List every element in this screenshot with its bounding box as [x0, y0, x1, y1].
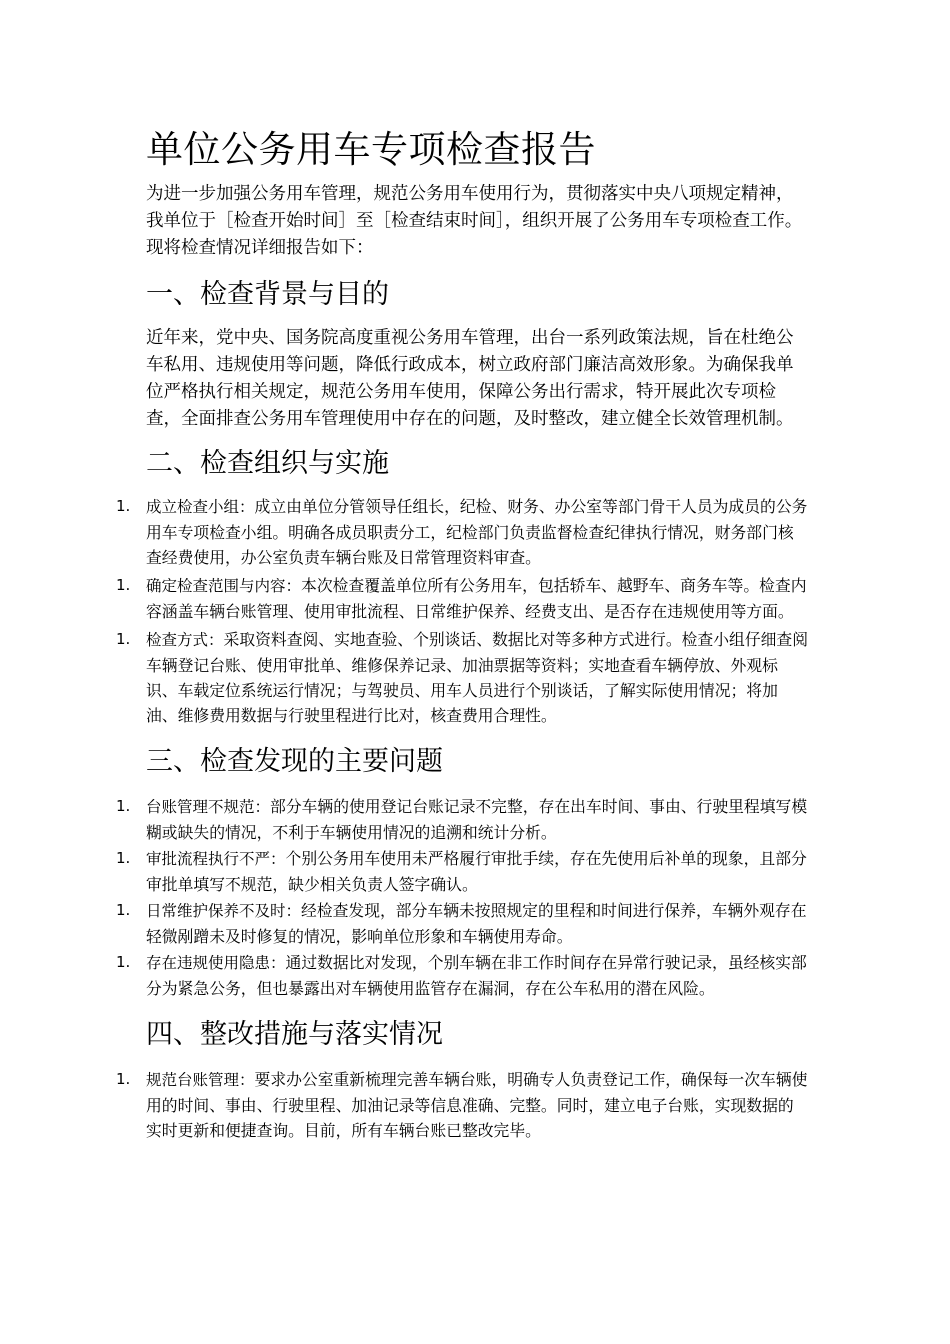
list-item-text: 个别公务用车使用未严格履行审批手续，存在先使用后补单的现象，且部分审批单填写不规范，缺少相关负责人签字确认。 [146, 849, 807, 894]
list-item-text: 通过数据比对发现，个别车辆在非工作时间存在异常行驶记录，虽经核实部分为紧急公务，但也暴露出对车辆使用监管存在漏洞，存在公车私用的潜在风险。 [146, 953, 807, 998]
document-title: 单位公务用车专项检查报告 [146, 128, 596, 171]
section-paragraph-background: 近年来，党中央、国务院高度重视公务用车管理，出台一系列政策法规，旨在杜绝公车私用、违规使用等问题，降低行政成本，树立政府部门廉洁高效形象。为确保我单位严格执行相关规定，规范公务用车使用，保障公务出行需求，特开展此次专项检查，全面排查公务用车管理使用中存在的问题，及时整改，建立健全长效管理机制。 [146, 328, 794, 429]
list-number: 1. [116, 797, 131, 815]
organization-list [116, 494, 809, 728]
list-number: 1. [116, 576, 131, 594]
list-number: 1. [116, 497, 131, 515]
list-item-term: 确定检查范围与内容： [146, 577, 302, 595]
list-number: 1. [116, 849, 131, 867]
list-item [116, 794, 808, 845]
list-number: 1. [116, 953, 131, 971]
list-item-text: 要求办公室重新梳理完善车辆台账，明确专人负责登记工作，确保每一次车辆使用的时间、事由、行驶里程、加油记录等信息准确、完整。同时，建立电子台账，实现数据的实时更新和便捷查询。目前，所有车辆台账已整改完毕。 [146, 1070, 808, 1140]
list-item [116, 846, 808, 897]
list-item-term: 成立检查小组： [146, 498, 255, 516]
section-heading-background: 一、检查背景与目的 [146, 279, 389, 310]
list-item-term: 日常维护保养不及时： [146, 902, 302, 920]
list-item-term: 台账管理不规范： [146, 798, 271, 816]
list-item [116, 627, 809, 728]
list-item-term: 存在违规使用隐患： [146, 954, 286, 972]
problems-list [116, 794, 808, 1001]
intro-paragraph: 为进一步加强公务用车管理，规范公务用车使用行为，贯彻落实中央八项规定精神，我单位于［检查开始时间］至［检查结束时间］，组织开展了公务用车专项检查工作。现将检查情况详细报告如下： [146, 184, 803, 258]
list-number: 1. [116, 1070, 131, 1088]
rectification-list [116, 1067, 808, 1143]
list-item-text: 成立由单位分管领导任组长，纪检、财务、办公室等部门骨干人员为成员的公务用车专项检查小组。明确各成员职责分工，纪检部门负责监督检查纪律执行情况，财务部门核查经费使用，办公室负责车辆台账及日常管理资料审查。 [146, 497, 808, 567]
list-item [116, 573, 808, 624]
document-page [116, 125, 809, 1143]
list-item-term: 检查方式： [146, 631, 224, 649]
list-item [116, 950, 808, 1001]
list-item [116, 494, 808, 570]
list-item-text: 经检查发现，部分车辆未按照规定的里程和时间进行保养，车辆外观存在轻微剐蹭未及时修复的情况，影响单位形象和车辆使用寿命。 [146, 901, 807, 946]
list-item-text: 本次检查覆盖单位所有公务用车，包括轿车、越野车、商务车等。检查内容涵盖车辆台账管理、使用审批流程、日常维护保养、经费支出、是否存在违规使用等方面。 [146, 576, 807, 621]
section-heading-problems: 三、检查发现的主要问题 [146, 746, 443, 777]
list-item-text: 采取资料查阅、实地查验、个别谈话、数据比对等多种方式进行。检查小组仔细查阅车辆登记台账、使用审批单、维修保养记录、加油票据等资料；实地查看车辆停放、外观标识、车载定位系统运行情况；与驾驶员、用车人员进行个别谈话，了解实际使用情况；将加油、维修费用数据与行驶里程进行比对，核查费用合理性。 [146, 630, 809, 725]
list-item [116, 898, 808, 949]
section-heading-organization: 二、检查组织与实施 [146, 448, 389, 479]
list-number: 1. [116, 901, 131, 919]
list-item-term: 规范台账管理： [146, 1071, 255, 1089]
list-number: 1. [116, 630, 131, 648]
list-item-term: 审批流程执行不严： [146, 850, 286, 868]
list-item [116, 1067, 808, 1143]
section-heading-rectification: 四、整改措施与落实情况 [146, 1019, 443, 1050]
list-item-text: 部分车辆的使用登记台账记录不完整，存在出车时间、事由、行驶里程填写模糊或缺失的情况，不利于车辆使用情况的追溯和统计分析。 [146, 797, 808, 842]
